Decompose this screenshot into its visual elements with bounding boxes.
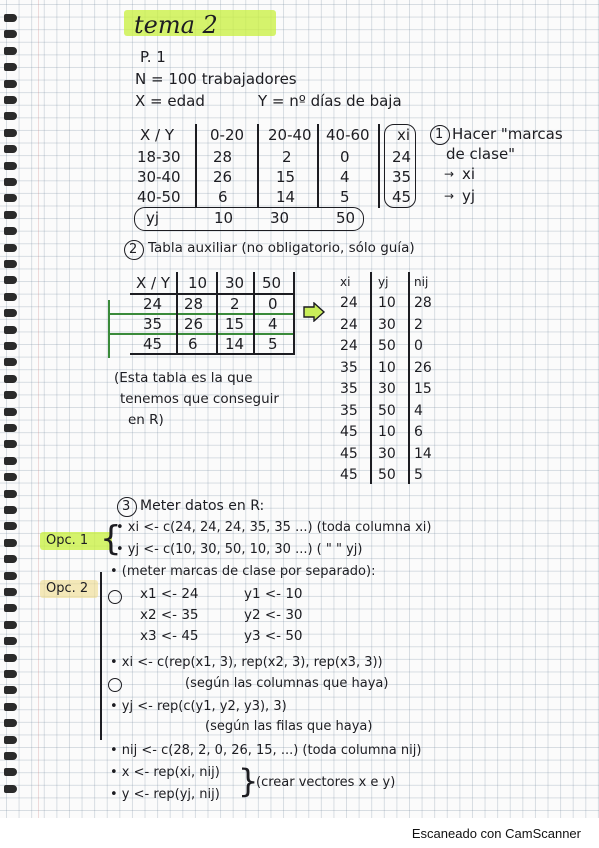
aux-cell: 45 bbox=[143, 335, 163, 353]
page-title: tema 2 bbox=[134, 11, 218, 39]
spiral-ring bbox=[4, 654, 17, 662]
bullet-circle bbox=[108, 678, 122, 692]
section-label: P. 1 bbox=[140, 48, 166, 66]
xi-cell: 45 bbox=[392, 188, 412, 206]
section-title: Meter datos en R: bbox=[140, 498, 265, 514]
scanner-watermark: Escaneado con CamScanner bbox=[411, 826, 581, 841]
col-header: 0-20 bbox=[210, 126, 245, 144]
spiral-ring bbox=[4, 309, 17, 317]
aux-cell: 35 bbox=[143, 315, 163, 333]
code-note: (según las columnas que haya) bbox=[185, 676, 389, 691]
long-table-header: xi bbox=[340, 275, 351, 289]
spiral-ring bbox=[4, 112, 17, 120]
aux-header: 10 bbox=[188, 274, 208, 292]
yj-cell: 50 bbox=[336, 209, 356, 227]
table-cell: 6 bbox=[218, 188, 228, 206]
aux-header: 30 bbox=[225, 274, 245, 292]
long-table-cell: 0 bbox=[414, 338, 423, 354]
long-table-cell: 10 bbox=[378, 359, 396, 376]
assign-line: x3 <- 45 bbox=[140, 628, 199, 644]
option-label: Opc. 1 bbox=[46, 533, 89, 548]
sample-size: N = 100 trabajadores bbox=[135, 70, 297, 88]
spiral-ring bbox=[4, 227, 17, 235]
spiral-ring bbox=[4, 178, 17, 186]
table-divider bbox=[195, 124, 197, 208]
long-table-cell: 50 bbox=[378, 338, 396, 354]
table-cell: 26 bbox=[213, 168, 233, 186]
assign-line: x1 <- 24 bbox=[140, 586, 199, 602]
long-table-cell: 30 bbox=[378, 445, 396, 462]
long-table-cell: 4 bbox=[414, 402, 423, 419]
spiral-ring bbox=[4, 30, 17, 38]
spiral-ring bbox=[4, 408, 17, 416]
col-header: 20-40 bbox=[268, 126, 312, 144]
aux-cell: 2 bbox=[230, 295, 240, 313]
yj-cell: 30 bbox=[270, 209, 290, 227]
spiral-ring bbox=[4, 719, 17, 727]
assign-line: y3 <- 50 bbox=[244, 628, 303, 644]
aux-cell: 15 bbox=[225, 315, 245, 333]
long-table-cell: 35 bbox=[340, 381, 358, 397]
y-definition: Y = nº días de baja bbox=[258, 92, 402, 110]
spiral-ring bbox=[4, 473, 17, 481]
xi-header: xi bbox=[397, 126, 411, 144]
aux-divider bbox=[176, 272, 178, 354]
code-note: (crear vectores x e y) bbox=[256, 775, 396, 790]
col-header: 40-60 bbox=[326, 126, 370, 144]
long-table-cell: 2 bbox=[414, 316, 423, 333]
aux-header: X / Y bbox=[136, 274, 171, 292]
table-cell: 14 bbox=[276, 188, 296, 206]
spiral-ring bbox=[4, 457, 17, 465]
spiral-ring bbox=[4, 686, 17, 694]
scanner-footer bbox=[0, 818, 599, 848]
row-label: 30-40 bbox=[137, 168, 181, 186]
xi-column-box bbox=[384, 124, 416, 208]
spiral-ring bbox=[4, 63, 17, 71]
code-line: • yj <- rep(c(y1, y2, y3), 3) bbox=[110, 699, 287, 714]
note-xi: xi bbox=[462, 165, 476, 183]
long-table-header: yj bbox=[378, 275, 389, 289]
spiral-ring bbox=[4, 276, 17, 284]
spiral-ring bbox=[4, 637, 17, 645]
long-table-header: nij bbox=[414, 275, 429, 289]
aux-cell: 0 bbox=[268, 295, 278, 313]
section-title: Tabla auxiliar (no obligatorio, sólo guía) bbox=[148, 240, 415, 256]
table-cell: 4 bbox=[340, 168, 350, 186]
note-yj: yj bbox=[462, 187, 476, 205]
aux-header: 50 bbox=[262, 274, 282, 292]
spiral-ring bbox=[4, 47, 17, 55]
long-table-cell: 14 bbox=[414, 445, 432, 462]
spiral-ring bbox=[4, 391, 17, 399]
long-table-cell: 5 bbox=[414, 467, 423, 483]
spiral-ring bbox=[4, 522, 17, 530]
aux-cell: 6 bbox=[188, 335, 198, 353]
table-corner: X / Y bbox=[140, 126, 175, 144]
spiral-ring bbox=[4, 424, 17, 432]
long-table-cell: 28 bbox=[414, 295, 432, 311]
long-table-cell: 15 bbox=[414, 381, 432, 397]
long-table-cell: 50 bbox=[378, 402, 396, 419]
long-table-cell: 45 bbox=[340, 424, 358, 440]
note-line: en R) bbox=[128, 412, 164, 428]
table-divider bbox=[378, 124, 380, 208]
code-note: (según las filas que haya) bbox=[205, 719, 373, 734]
code-line: • yj <- c(10, 30, 50, 10, 30 ...) ( " " yj) bbox=[116, 542, 363, 557]
aux-cell: 26 bbox=[184, 315, 204, 333]
xi-cell: 35 bbox=[392, 168, 412, 186]
code-line: • (meter marcas de clase por separado): bbox=[110, 564, 376, 579]
yj-cell: 10 bbox=[214, 209, 234, 227]
table-cell: 2 bbox=[282, 148, 292, 166]
spiral-ring bbox=[4, 96, 17, 104]
aux-divider bbox=[253, 272, 255, 354]
aux-cell: 24 bbox=[143, 295, 163, 313]
aux-divider bbox=[216, 272, 218, 354]
option-label: Opc. 2 bbox=[46, 581, 89, 596]
aux-cell: 5 bbox=[268, 335, 278, 353]
spiral-ring bbox=[4, 621, 17, 629]
long-table-cell: 30 bbox=[378, 316, 396, 333]
aux-rule bbox=[130, 353, 295, 355]
long-table-cell: 24 bbox=[340, 338, 358, 354]
long-table-cell: 6 bbox=[414, 424, 423, 440]
long-table-cell: 35 bbox=[340, 402, 358, 419]
code-line: • x <- rep(xi, nij) bbox=[110, 765, 220, 780]
note-line: (Esta tabla es la que bbox=[114, 370, 253, 386]
spiral-ring bbox=[4, 768, 17, 776]
arrow-right-icon bbox=[302, 302, 326, 322]
table-cell: 5 bbox=[340, 188, 350, 206]
code-line: • xi <- c(rep(x1, 3), rep(x2, 3), rep(x3, 3)) bbox=[110, 655, 383, 670]
step-number: 2 bbox=[129, 242, 138, 257]
x-definition: X = edad bbox=[135, 92, 205, 110]
spiral-ring bbox=[4, 162, 17, 170]
yj-row-box bbox=[134, 207, 364, 231]
brace: { bbox=[100, 519, 122, 559]
spiral-ring bbox=[4, 572, 17, 580]
spiral-ring bbox=[4, 80, 17, 88]
table-divider bbox=[317, 124, 319, 208]
note-line: tenemos que conseguir bbox=[120, 391, 279, 407]
assign-line: y1 <- 10 bbox=[244, 586, 303, 602]
arrow-icon: → bbox=[444, 189, 455, 203]
spiral-ring bbox=[4, 260, 17, 268]
long-table-cell: 50 bbox=[378, 467, 396, 483]
table-cell: 0 bbox=[340, 148, 350, 166]
aux-cell: 14 bbox=[225, 335, 245, 353]
spiral-ring bbox=[4, 375, 17, 383]
spiral-ring bbox=[4, 588, 17, 596]
spiral-ring bbox=[4, 490, 17, 498]
spiral-ring bbox=[4, 539, 17, 547]
long-table-cell: 45 bbox=[340, 467, 358, 483]
arrow-icon: → bbox=[444, 167, 455, 181]
spiral-ring bbox=[4, 785, 17, 793]
step-number: 1 bbox=[435, 127, 444, 142]
long-table-cell: 30 bbox=[378, 381, 396, 397]
spiral-binding bbox=[0, 0, 30, 820]
spiral-ring bbox=[4, 752, 17, 760]
note-text: de clase" bbox=[446, 145, 516, 163]
spiral-ring bbox=[4, 194, 17, 202]
spiral-ring bbox=[4, 703, 17, 711]
assign-line: x2 <- 35 bbox=[140, 607, 199, 623]
spiral-ring bbox=[4, 211, 17, 219]
spiral-ring bbox=[4, 358, 17, 366]
long-table-cell: 26 bbox=[414, 359, 432, 376]
aux-divider bbox=[108, 300, 110, 358]
aux-cell: 4 bbox=[268, 315, 278, 333]
xi-cell: 24 bbox=[392, 148, 412, 166]
spiral-ring bbox=[4, 326, 17, 334]
long-table-cell: 45 bbox=[340, 445, 358, 462]
table-cell: 15 bbox=[276, 168, 296, 186]
spiral-ring bbox=[4, 555, 17, 563]
spiral-ring bbox=[4, 129, 17, 137]
long-table-divider bbox=[408, 272, 410, 484]
spiral-ring bbox=[4, 244, 17, 252]
spiral-ring bbox=[4, 736, 17, 744]
long-table-cell: 24 bbox=[340, 295, 358, 311]
spiral-ring bbox=[4, 14, 17, 22]
row-label: 18-30 bbox=[137, 148, 181, 166]
long-table-cell: 10 bbox=[378, 295, 396, 311]
brace-right: } bbox=[238, 762, 259, 800]
long-table-cell: 10 bbox=[378, 424, 396, 440]
margin-line bbox=[38, 0, 39, 848]
step-number: 3 bbox=[122, 499, 131, 514]
spiral-ring bbox=[4, 145, 17, 153]
code-line: • xi <- c(24, 24, 24, 35, 35 ...) (toda columna xi) bbox=[116, 520, 432, 535]
code-line: • nij <- c(28, 2, 0, 26, 15, ...) (toda columna nij) bbox=[110, 743, 422, 758]
aux-divider bbox=[293, 272, 295, 354]
row-label: 40-50 bbox=[137, 188, 181, 206]
table-divider bbox=[257, 124, 259, 208]
spiral-ring bbox=[4, 506, 17, 514]
note-text: Hacer "marcas bbox=[452, 125, 563, 143]
long-table-cell: 24 bbox=[340, 316, 358, 333]
spiral-ring bbox=[4, 670, 17, 678]
assign-line: y2 <- 30 bbox=[244, 607, 303, 623]
brace-line bbox=[100, 572, 102, 740]
long-table-divider bbox=[370, 272, 372, 484]
bullet-circle bbox=[108, 590, 122, 604]
long-table-cell: 35 bbox=[340, 359, 358, 376]
spiral-ring bbox=[4, 342, 17, 350]
spiral-ring bbox=[4, 293, 17, 301]
aux-cell: 28 bbox=[184, 295, 204, 313]
table-cell: 28 bbox=[213, 148, 233, 166]
yj-label: yj bbox=[146, 209, 160, 227]
code-line: • y <- rep(yj, nij) bbox=[110, 787, 220, 802]
spiral-ring bbox=[4, 440, 17, 448]
spiral-ring bbox=[4, 604, 17, 612]
